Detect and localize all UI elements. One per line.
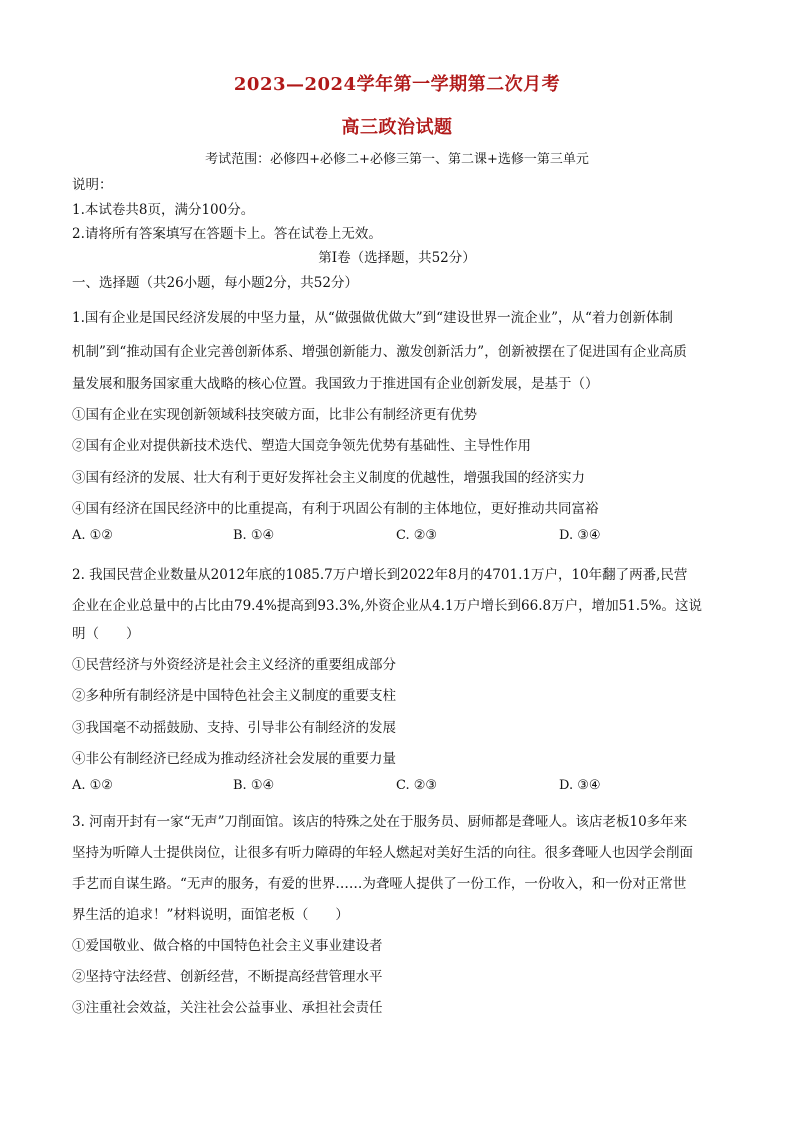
q3-statement-1: ①爱国敬业、做合格的中国特色社会主义事业建设者 xyxy=(72,938,383,954)
q1-stem-line-2: 机制”到“推动国有企业完善创新体系、增强创新能力、激发创新活力”，创新被摆在了促进国有企业高质 xyxy=(72,344,687,360)
q3-stem-line-1: 3. 河南开封有一家“无声”刀削面馆。该店的特殊之处在于服务员、厨师都是聋哑人。该店老板10多年来 xyxy=(72,814,688,830)
q2-statement-1: ①民营经济与外资经济是社会主义经济的重要组成部分 xyxy=(72,657,396,673)
q1-stem-line-3: 量发展和服务国家重大战略的核心位置。我国致力于推进国有企业创新发展，是基于（） xyxy=(72,376,599,392)
q2-option-a: A. ①② xyxy=(72,778,113,793)
exam-scope: 考试范围：必修四+必修二+必修三第一、第二课+选修一第三单元 xyxy=(205,152,589,167)
q2-stem-line-1: 2. 我国民营企业数量从2012年底的1085.7万户增长到2022年8月的4701.1万户，10年翻了两番,民营 xyxy=(72,567,688,583)
q2-option-d: D. ③④ xyxy=(559,778,601,793)
q2-stem-line-2: 企业在企业总量中的占比由79.4%提高到93.3%,外资企业从4.1万户增长到66.8万户，增加51.5%。这说 xyxy=(72,598,702,614)
q1-option-b: B. ①④ xyxy=(233,528,275,543)
q1-statement-2: ②国有企业对提供新技术迭代、塑造大国竞争领先优势有基础性、主导性作用 xyxy=(72,438,531,454)
part-heading: 第Ⅰ卷（选择题，共52分） xyxy=(318,250,476,266)
q3-stem-line-4: 界生活的追求！”材料说明，面馆老板（ ） xyxy=(72,907,349,923)
q1-option-a: A. ①② xyxy=(72,528,113,543)
instructions-label: 说明： xyxy=(72,177,113,193)
q3-stem-line-3: 手艺而自谋生路。“无声的服务，有爱的世界……为聋哑人提供了一份工作，一份收入，和一份对正常世 xyxy=(72,876,687,892)
q3-statement-2: ②坚持守法经营、创新经营，不断提高经营管理水平 xyxy=(72,969,383,985)
q1-statement-3: ③国有经济的发展、壮大有利于更好发挥社会主义制度的优越性，增强我国的经济实力 xyxy=(72,470,585,486)
q1-option-d: D. ③④ xyxy=(559,528,601,543)
section-title: 一、选择题（共26小题，每小题2分，共52分） xyxy=(72,275,358,291)
instruction-item-1: 1.本试卷共8页，满分100分。 xyxy=(72,202,255,218)
q2-statement-3: ③我国毫不动摇鼓励、支持、引导非公有制经济的发展 xyxy=(72,720,396,736)
q1-statement-4: ④国有经济在国民经济中的比重提高，有利于巩固公有制的主体地位，更好推动共同富裕 xyxy=(72,501,599,517)
exam-title: 2023—2024学年第一学期第二次月考 xyxy=(233,74,561,95)
q3-statement-3: ③注重社会效益，关注社会公益事业、承担社会责任 xyxy=(72,1000,383,1016)
q1-option-c: C. ②③ xyxy=(396,528,438,543)
q1-stem-line-1: 1.国有企业是国民经济发展的中坚力量，从“做强做优做大”到“建设世界一流企业”，从“着力创新体制 xyxy=(72,310,673,326)
q1-statement-1: ①国有企业在实现创新领域科技突破方面，比非公有制经济更有优势 xyxy=(72,407,477,423)
exam-subtitle: 高三政治试题 xyxy=(341,117,453,138)
q2-option-c: C. ②③ xyxy=(396,778,438,793)
q2-option-b: B. ①④ xyxy=(233,778,275,793)
instruction-item-2: 2.请将所有答案填写在答题卡上。答在试卷上无效。 xyxy=(72,226,382,242)
q2-statement-2: ②多种所有制经济是中国特色社会主义制度的重要支柱 xyxy=(72,688,396,704)
q2-statement-4: ④非公有制经济已经成为推动经济社会发展的重要力量 xyxy=(72,751,396,767)
q2-stem-line-3: 明（ ） xyxy=(72,626,140,642)
q3-stem-line-2: 坚持为听障人士提供岗位，让很多有听力障碍的年轻人燃起对美好生活的向往。很多聋哑人也因学会削面 xyxy=(72,845,693,861)
